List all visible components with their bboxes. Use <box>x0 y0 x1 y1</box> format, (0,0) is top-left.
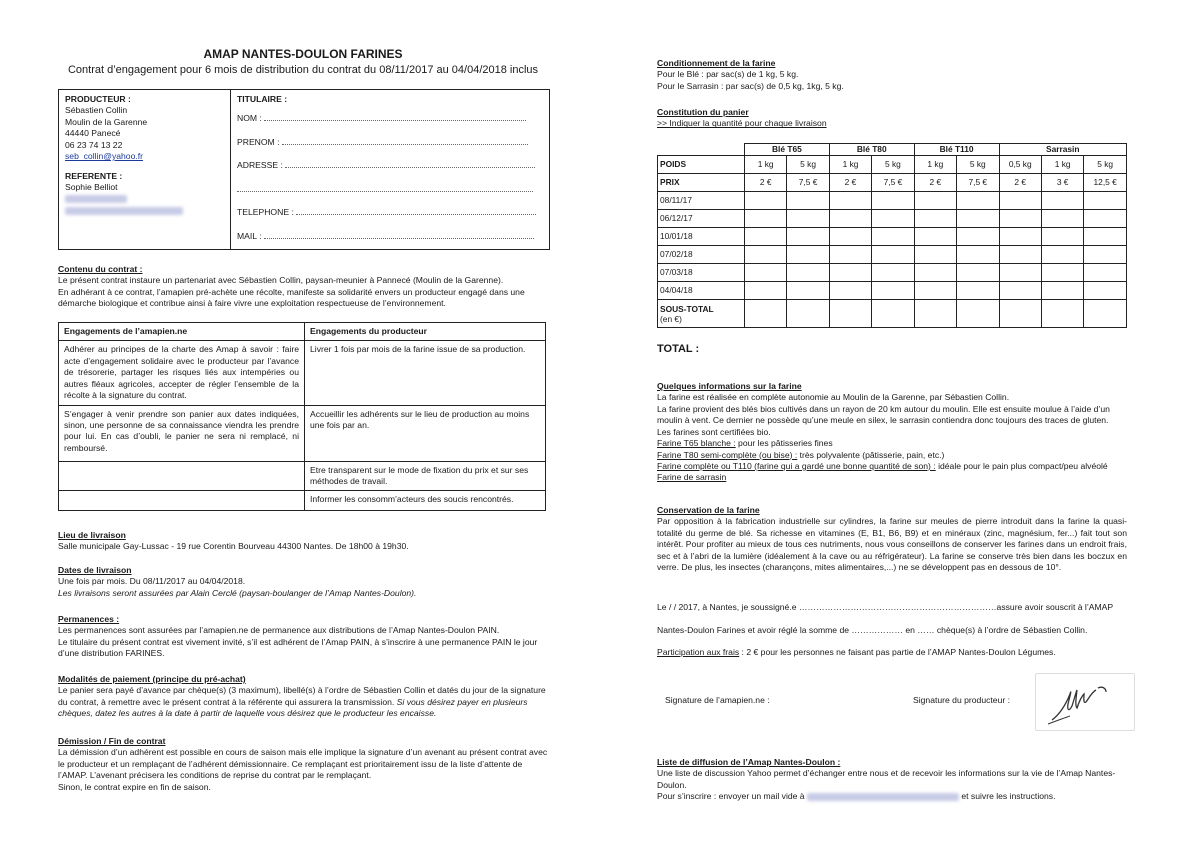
qty-cell[interactable] <box>999 246 1041 264</box>
qty-cell[interactable] <box>872 282 914 300</box>
telephone-field[interactable] <box>296 207 536 215</box>
qty-cell[interactable] <box>787 282 829 300</box>
product-header: Blé T80 <box>829 144 914 156</box>
signature-amapien: Signature de l’amapien.ne : <box>665 695 770 705</box>
diffusion-line2-b: et suivre les instructions. <box>961 791 1056 802</box>
engagement-amapien-1: Adhérer au principes de la charte des Amap à savoir : faire acte d’engagement solidaire avec le producteur par l’avance de trésorerie, partager les risques liés aux intempéries ou autres fléaux agricoles, accepter de régler l’ensemble de la récolte à la signature du contrat. <box>59 341 305 405</box>
producer-label: PRODUCTEUR : <box>65 94 131 104</box>
box-divider <box>230 90 231 249</box>
diffusion-heading: Liste de diffusion de l’Amap Nantes-Doulon : <box>657 757 841 767</box>
attestation-line1: Le / / 2017, à Nantes, je soussigné.e ……………………………………………………………assure avoir souscrit à l’AMAP <box>657 602 1114 612</box>
infos-p3: Les farines sont certifiées bio. <box>657 426 771 437</box>
engagements-amapien-header: Engagements de l’amapien.ne <box>59 323 305 341</box>
diffusion-line2-a: Pour s’inscrire : envoyer un mail vide à <box>657 791 807 802</box>
dates-text: Une fois par mois. Du 08/11/2017 au 04/04/2018. <box>58 576 246 587</box>
qty-cell[interactable] <box>744 192 786 210</box>
poids-cell: 5 kg <box>872 156 914 174</box>
producer-city: 44440 Panecé <box>65 128 121 139</box>
paiement-heading: Modalités de paiement (principe du pré-achat) <box>58 674 246 684</box>
qty-cell[interactable] <box>999 264 1041 282</box>
conditionnement-line2: Pour le Sarrasin : par sac(s) de 0,5 kg, 1kg, 5 kg. <box>657 80 844 91</box>
date-cell: 10/01/18 <box>658 228 745 246</box>
qty-cell[interactable] <box>999 282 1041 300</box>
producer-name: Sébastien Collin <box>65 105 128 116</box>
qty-cell[interactable] <box>787 264 829 282</box>
poids-cell: 5 kg <box>957 156 999 174</box>
subtotal-cell[interactable] <box>787 300 829 328</box>
prix-cell: 2 € <box>744 174 786 192</box>
infos-p2: La farine provient des blés bios cultivés dans un rayon de 20 km autour du moulin. Elle est ensuite moulue à l’aide d’un moulin à vent. Ce dernier ne possède qu’une meule en silex, le sarrasin contiendra donc toujours des traces de gluten. <box>657 403 1110 426</box>
qty-cell[interactable] <box>872 264 914 282</box>
qty-cell[interactable] <box>957 264 999 282</box>
contenu-line2: En adhérant à ce contrat, l’amapien pré-achète une récolte, manifeste sa solidarité envers un producteur engagé dans une démarche biologique et contribue ainsi à faire vivre une exploitation respectueuse de l’environnement. <box>58 286 525 309</box>
diffusion-section <box>657 757 1127 803</box>
engagements-producteur-header: Engagements du producteur <box>305 323 546 341</box>
nom-field[interactable] <box>264 113 526 121</box>
qty-cell[interactable] <box>829 282 871 300</box>
prix-cell: 12,5 € <box>1084 174 1127 192</box>
qty-cell[interactable] <box>999 210 1041 228</box>
engagements-section <box>58 322 548 511</box>
permanences-line1: Les permanences sont assurées par l’amapien.ne de permanence aux distributions de l’Amap Nantes-Doulon PAIN. <box>58 625 500 636</box>
paiement-italic: Si vous désirez payer en plusieurs chèques, datez les autres à la date à partir de laquelle vous désirez que le producteur les encaisse. <box>58 696 528 719</box>
qty-cell[interactable] <box>872 210 914 228</box>
contenu-line1: Le présent contrat instaure un partenariat avec Sébastien Collin, paysan-meunier à Pannecé (Moulin de la Garenne). <box>58 275 504 286</box>
qty-cell[interactable] <box>957 282 999 300</box>
participation-section <box>657 647 1127 658</box>
subtotal-cell[interactable] <box>999 300 1041 328</box>
redacted-email <box>65 207 183 215</box>
engagement-producteur-1: Livrer 1 fois par mois de la farine issue de sa production. <box>305 341 546 405</box>
holder-label: TITULAIRE : <box>237 94 288 104</box>
prenom-field[interactable] <box>282 137 528 145</box>
infos-p1: La farine est réalisée en complète autonomie au Moulin de la Garenne, par Sébastien Collin. <box>657 392 1010 403</box>
redacted-list-email <box>807 793 959 801</box>
demission-section <box>58 736 548 793</box>
attestation-line2: Nantes-Doulon Farines et avoir réglé la somme de ……………… en …… chèque(s) à l’ordre de Sébastien Collin. <box>657 625 1088 636</box>
poids-cell: 1 kg <box>744 156 786 174</box>
contenu-section <box>58 264 548 310</box>
qty-cell[interactable] <box>1084 228 1127 246</box>
date-cell: 07/02/18 <box>658 246 745 264</box>
conditionnement-heading: Conditionnement de la farine <box>657 58 776 68</box>
panier-hint: >> Indiquer la quantité pour chaque livraison <box>657 118 827 129</box>
t110-label: Farine complète ou T110 (farine qui a gardé une bonne quantité de son) : <box>657 460 936 471</box>
qty-cell[interactable] <box>957 246 999 264</box>
attestation-section <box>657 602 1127 637</box>
qty-cell[interactable] <box>1041 210 1083 228</box>
qty-cell[interactable] <box>787 246 829 264</box>
demission-heading: Démission / Fin de contrat <box>58 736 166 746</box>
qty-cell[interactable] <box>744 210 786 228</box>
t65-label: Farine T65 blanche : <box>657 438 736 449</box>
poids-cell: 1 kg <box>1041 156 1083 174</box>
qty-cell[interactable] <box>1041 228 1083 246</box>
qty-cell[interactable] <box>1041 282 1083 300</box>
qty-cell[interactable] <box>829 264 871 282</box>
conservation-section <box>657 505 1127 574</box>
permanences-section <box>58 614 548 660</box>
engagement-producteur-3: Etre transparent sur le mode de fixation du prix et sur ses méthodes de travail. <box>305 461 546 491</box>
signature-producteur: Signature du producteur : <box>913 695 1010 705</box>
referente-name: Sophie Belliot <box>65 181 118 192</box>
qty-cell[interactable] <box>872 246 914 264</box>
poids-cell: 5 kg <box>1084 156 1127 174</box>
subtotal-cell[interactable] <box>829 300 871 328</box>
basket-grid-wrap <box>657 143 1127 328</box>
product-header: Blé T110 <box>914 144 999 156</box>
mail-label: MAIL : <box>237 230 262 241</box>
infos-section <box>657 381 1127 484</box>
subtotal-cell[interactable] <box>872 300 914 328</box>
poids-label: POIDS <box>658 156 745 174</box>
prenom-label: PRENOM : <box>237 136 280 147</box>
qty-cell[interactable] <box>1084 246 1127 264</box>
subtotal-cell[interactable] <box>744 300 786 328</box>
subtotal-cell[interactable] <box>914 300 956 328</box>
subtotal-label-line2: (en €) <box>660 313 682 324</box>
product-header: Sarrasin <box>999 144 1127 156</box>
signature-scribble-icon <box>1036 674 1136 732</box>
qty-cell[interactable] <box>999 192 1041 210</box>
demission-text: La démission d’un adhérent est possible en cours de saison mais elle implique la signature d’un avenant au présent contrat avec le producteur et un remplaçant de l’adhérent démissionnaire. Ce remplaçant est prioritairement issu de la liste d’attente de l’AMAP. L’avenant précisera les conditions de reprise du contrat par le remplaçant. <box>58 747 548 781</box>
lieu-text: Salle municipale Gay-Lussac - 19 rue Corentin Bourveau 44300 Nantes. De 18h00 à 19h30. <box>58 541 409 552</box>
qty-cell[interactable] <box>872 192 914 210</box>
qty-cell[interactable] <box>914 246 956 264</box>
demission-line2: Sinon, le contrat expire en fin de saison. <box>58 781 211 792</box>
dates-section <box>58 565 548 599</box>
qty-cell[interactable] <box>744 246 786 264</box>
permanences-heading: Permanences : <box>58 614 120 624</box>
producer-signature-image <box>1035 673 1135 731</box>
qty-cell[interactable] <box>1084 210 1127 228</box>
producer-email-link[interactable]: seb_collin@yahoo.fr <box>65 151 143 162</box>
qty-cell[interactable] <box>957 210 999 228</box>
total-label: TOTAL : <box>657 343 700 355</box>
prix-cell: 2 € <box>829 174 871 192</box>
lieu-section <box>58 530 548 553</box>
qty-cell[interactable] <box>914 210 956 228</box>
poids-cell: 1 kg <box>829 156 871 174</box>
prix-cell: 7,5 € <box>872 174 914 192</box>
t80-label: Farine T80 semi-complète (ou bise) : <box>657 449 798 460</box>
qty-cell[interactable] <box>787 210 829 228</box>
qty-cell[interactable] <box>999 228 1041 246</box>
producer-holder-box <box>58 89 550 250</box>
panier-heading: Constitution du panier <box>657 107 749 117</box>
engagements-table <box>58 322 546 511</box>
engagement-producteur-4: Informer les consomm’acteurs des soucis rencontrés. <box>305 491 546 511</box>
prix-label: PRIX <box>658 174 745 192</box>
date-cell: 07/03/18 <box>658 264 745 282</box>
engagement-amapien-empty-2 <box>59 491 305 511</box>
qty-cell[interactable] <box>829 210 871 228</box>
participation-label: Participation aux frais <box>657 647 740 657</box>
dates-italic: Les livraisons seront assurées par Alain Cerclé (paysan-boulanger de l’Amap Nantes-Doulon). <box>58 587 417 598</box>
poids-cell: 1 kg <box>914 156 956 174</box>
holder-block <box>237 94 542 242</box>
permanences-line2: Le titulaire du présent contrat est vivement invité, s’il est adhérent de l’Amap PAIN, à s’inscrire à une permanence PAIN le jour d’une distribution FARINES. <box>58 636 538 659</box>
subtotal-cell[interactable] <box>957 300 999 328</box>
adresse-field[interactable] <box>285 160 535 168</box>
qty-cell[interactable] <box>829 192 871 210</box>
qty-cell[interactable] <box>914 228 956 246</box>
t80-desc: très polyvalente (pâtisserie, pain, etc.) <box>797 449 945 460</box>
qty-cell[interactable] <box>829 246 871 264</box>
conditionnement-line1: Pour le Blé : par sac(s) de 1 kg, 5 kg. <box>657 69 799 80</box>
engagement-amapien-empty-1 <box>59 461 305 491</box>
qty-cell[interactable] <box>744 264 786 282</box>
producer-place: Moulin de la Garenne <box>65 116 148 127</box>
qty-cell[interactable] <box>744 228 786 246</box>
paiement-text: Le panier sera payé d’avance par chèque(s) (3 maximum), libellé(s) à l’ordre de Sébastien Collin et datés du jour de la signature du contrat, à remettre avec le présent contrat à la référente qui assurera la transmission. <box>58 685 546 707</box>
qty-cell[interactable] <box>787 192 829 210</box>
grid-corner <box>658 144 745 156</box>
prix-cell: 7,5 € <box>787 174 829 192</box>
referente-label: REFERENTE : <box>65 170 123 181</box>
date-cell: 04/04/18 <box>658 282 745 300</box>
prix-cell: 2 € <box>914 174 956 192</box>
t65-desc: pour les pâtisseries fines <box>735 438 833 449</box>
telephone-label: TELEPHONE : <box>237 207 294 218</box>
date-cell: 06/12/17 <box>658 210 745 228</box>
producer-block <box>65 94 225 216</box>
prix-cell: 7,5 € <box>957 174 999 192</box>
redacted-phone <box>65 195 127 203</box>
subtotal-label <box>658 300 745 328</box>
qty-cell[interactable] <box>1084 192 1127 210</box>
poids-cell: 0,5 kg <box>999 156 1041 174</box>
mail-field[interactable] <box>264 231 534 239</box>
diffusion-line1: Une liste de discussion Yahoo permet d’échanger entre nous et de recevoir les informations sur la vie de l’Amap Nantes-Doulon. <box>657 768 1116 790</box>
qty-cell[interactable] <box>1084 264 1127 282</box>
lieu-heading: Lieu de livraison <box>58 530 126 540</box>
nom-label: NOM : <box>237 113 262 124</box>
subtotal-cell[interactable] <box>1084 300 1127 328</box>
product-header: Blé T65 <box>744 144 829 156</box>
t110-desc: idéale pour le pain plus compact/peu alvéolé <box>935 460 1108 471</box>
poids-cell: 5 kg <box>787 156 829 174</box>
paiement-section <box>58 674 548 720</box>
subtotal-cell[interactable] <box>1041 300 1083 328</box>
qty-cell[interactable] <box>744 282 786 300</box>
conservation-text: Par opposition à la fabrication industrielle sur cylindres, la farine sur meules de pierre introduit dans la farine la quasi-totalité du germe de blé. Sa richesse en vitamines (E, B1, B6, B9) et en minéraux (zinc, magnésium, fer...) fait tout son intérêt. Pour profiter au mieux de tous ces nutriments, nous vous conseillons de conserver les farines dans un endroit frais, sec et à l’abri de la lumière (idéalement à la cave ou au réfrigérateur). La farine se conserve très bien dans les boczux en verre. De plus, les insectes (charançons, mites alimentaires,...) ne se développent pas en dessous de 10°. <box>657 516 1127 573</box>
sarrasin-label: Farine de sarrasin <box>657 472 727 483</box>
qty-cell[interactable] <box>829 228 871 246</box>
qty-cell[interactable] <box>914 264 956 282</box>
engagement-producteur-2: Accueillir les adhérents sur le lieu de production au moins une fois par an. <box>305 405 546 461</box>
adresse-label: ADRESSE : <box>237 160 283 171</box>
qty-cell[interactable] <box>914 282 956 300</box>
conservation-heading: Conservation de la farine <box>657 505 760 515</box>
qty-cell[interactable] <box>1041 246 1083 264</box>
prix-cell: 3 € <box>1041 174 1083 192</box>
qty-cell[interactable] <box>787 228 829 246</box>
contenu-heading: Contenu du contrat : <box>58 264 143 274</box>
contract-title: AMAP NANTES-DOULON FARINES <box>203 47 403 61</box>
engagement-amapien-2: S’engager à venir prendre son panier aux dates indiquées, sinon, une personne de sa connaissance viendra les prendre pour lui. En cas d’oubli, le panier ne sera ni remplacé, ni remboursé. <box>59 405 305 461</box>
participation-text: : 2 € pour les personnes ne faisant pas partie de l’AMAP Nantes-Doulon Légumes. <box>739 647 1056 657</box>
contract-subtitle: Contrat d’engagement pour 6 mois de distribution du contrat du 08/11/2017 au 04/04/2018 inclus <box>67 64 539 76</box>
dates-heading: Dates de livraison <box>58 565 132 575</box>
adresse-field-2[interactable] <box>237 184 533 192</box>
basket-grid <box>657 143 1127 328</box>
subtotal-label-line1: SOUS-TOTAL <box>660 303 714 314</box>
qty-cell[interactable] <box>957 192 999 210</box>
panier-section <box>657 107 1127 130</box>
qty-cell[interactable] <box>1041 264 1083 282</box>
infos-heading: Quelques informations sur la farine <box>657 381 802 391</box>
date-cell: 08/11/17 <box>658 192 745 210</box>
qty-cell[interactable] <box>872 228 914 246</box>
qty-cell[interactable] <box>1084 282 1127 300</box>
producer-phone: 06 23 74 13 22 <box>65 139 123 150</box>
qty-cell[interactable] <box>1041 192 1083 210</box>
conditionnement-section <box>657 58 1127 92</box>
qty-cell[interactable] <box>914 192 956 210</box>
qty-cell[interactable] <box>957 228 999 246</box>
prix-cell: 2 € <box>999 174 1041 192</box>
